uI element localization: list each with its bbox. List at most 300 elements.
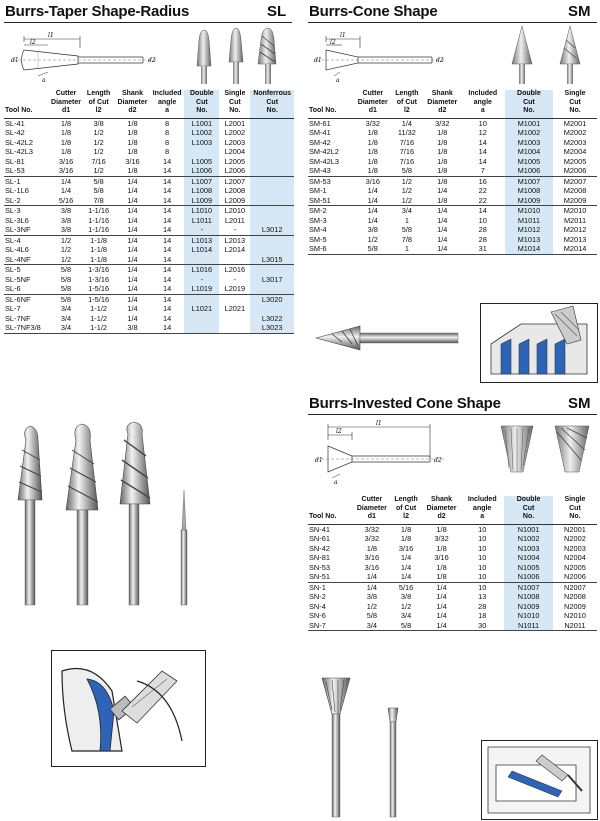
sl-cell: SL-6NF — [5, 294, 31, 304]
sl-cell — [250, 176, 294, 186]
sl-cell: SL-2 — [4, 196, 50, 206]
sn-cell: N2006 — [553, 572, 597, 582]
sm-cell: 1/8 — [437, 128, 448, 138]
sl-cell: 1-5/16 — [82, 284, 115, 294]
sl-cell: 1/4 — [127, 206, 138, 216]
sl-cell: L2013 — [224, 235, 246, 245]
sm-cell: M2009 — [553, 196, 597, 206]
sl-cell: 1-5/16 — [88, 294, 110, 304]
sl-header-cutter: Cutter Diameter d1 — [50, 90, 82, 118]
sl-cell — [250, 138, 294, 148]
sn-cell: 1/4 — [400, 562, 412, 572]
sl-cell: 5/8 — [60, 265, 72, 275]
sn-cell: 5/8 — [366, 611, 377, 621]
sm-cell: SM-42L2 — [309, 147, 339, 157]
sm-spec-table — [308, 90, 597, 255]
sm-header-length: Length of Cut l2 — [390, 90, 424, 118]
sl-cell: L1021 — [184, 304, 219, 314]
sl-cell: 5/8 — [60, 274, 72, 284]
sn-cell: N1002 — [504, 534, 553, 544]
sn-cell: 1/4 — [436, 601, 447, 611]
sl-cell: 3/4 — [60, 304, 72, 314]
sn-cell: 1/8 — [436, 562, 447, 572]
sm-cell: M2011 — [564, 215, 587, 225]
sl-cell: L1019 — [184, 284, 219, 294]
sm-cell: M1001 — [505, 118, 553, 128]
sm-cell: SM-4 — [309, 225, 327, 235]
sn-cell: SN-7 — [308, 621, 355, 631]
sl-cell: L1008 — [184, 186, 219, 196]
sn-cell: N1004 — [504, 553, 553, 563]
sl-cell: SL-7NF3/8 — [4, 323, 50, 333]
sn-table-row — [308, 524, 597, 534]
sn-cell: 3/4 — [400, 611, 412, 621]
sl-cell: L2007 — [224, 176, 246, 186]
sn-cell: N1011 — [504, 621, 553, 631]
sl-cell: SL-42 — [5, 128, 25, 138]
sm-cell: SM-3 — [309, 215, 327, 225]
sn-cell: N1010 — [504, 611, 553, 621]
sn-burr-photos-bottom — [318, 674, 418, 819]
sl-table-row — [4, 314, 294, 324]
sl-cell: 14 — [162, 176, 172, 186]
sl-cell: SL-3NF — [4, 225, 50, 235]
sl-cell: SL-3 — [5, 206, 21, 216]
sl-cell — [250, 235, 294, 245]
sl-cell: 1/4 — [127, 186, 138, 196]
sn-cell: 3/16 — [398, 543, 414, 553]
sn-label-l1: l1 — [376, 420, 382, 427]
sl-table-row — [4, 157, 294, 167]
sl-table-row — [4, 225, 294, 235]
sm-table-row — [308, 118, 597, 128]
sl-cell: 7/16 — [91, 156, 106, 166]
sm-cell: M2007 — [563, 176, 587, 186]
sl-cell: 1/8 — [60, 137, 72, 147]
sl-cell: 1/2 — [60, 245, 72, 255]
sn-cell: 3/32 — [434, 534, 449, 544]
sl-cell: 14 — [150, 255, 185, 265]
sl-cell: 3/8 — [115, 323, 150, 333]
sm-cell: M1014 — [505, 244, 553, 254]
sn-table-row — [308, 592, 597, 602]
sn-cell: 10 — [478, 582, 487, 592]
sl-label-l1: l1 — [48, 32, 54, 39]
sl-cell — [250, 245, 294, 255]
sn-cell: 1/4 — [436, 582, 447, 592]
sl-cell: 14 — [162, 304, 172, 314]
sl-cell: L1005 — [184, 157, 219, 167]
sl-cell: 14 — [162, 235, 172, 245]
sl-cell: 8 — [165, 147, 170, 157]
sl-table-row — [4, 166, 294, 176]
sl-cell: 1/4 — [127, 245, 138, 255]
sl-cell: 14 — [150, 225, 185, 235]
sm-cell: 1/4 — [437, 234, 448, 244]
sl-cell: 14 — [150, 166, 185, 176]
sm-cell: SM-6 — [308, 244, 355, 254]
sl-cell: 5/8 — [93, 176, 104, 186]
sm-cell: M1011 — [505, 216, 553, 226]
sm-cell: 1/8 — [367, 147, 378, 157]
sm-cell: 1 — [404, 215, 409, 225]
sn-header-single: Single Cut No. — [553, 496, 597, 524]
sl-cell: SL-4NF — [4, 255, 50, 265]
sl-cell: L1007 — [184, 176, 219, 186]
sm-table-row — [308, 166, 597, 176]
sm-cell: 14 — [478, 137, 487, 147]
sl-cell — [250, 118, 294, 128]
sn-cell: 10 — [478, 562, 487, 572]
sl-cell: 1/2 — [93, 147, 104, 157]
sl-cell: 14 — [162, 156, 172, 166]
sn-cell: N2005 — [564, 562, 586, 572]
sn-cell: N2010 — [564, 611, 586, 621]
sl-table-row — [4, 186, 294, 196]
sn-label-d1: d1 — [315, 457, 323, 464]
sm-cell: 1/8 — [437, 156, 448, 166]
sl-cell: L1013 — [184, 235, 219, 245]
sn-cell: 10 — [478, 553, 487, 563]
sl-cell: L2011 — [224, 215, 245, 225]
sn-cell: N1001 — [504, 524, 553, 534]
sm-table-row — [308, 138, 597, 148]
sn-cell: 1/4 — [436, 592, 447, 602]
sm-cell: M1009 — [505, 196, 553, 206]
sn-cell: 1/8 — [366, 543, 377, 553]
sl-burr-photos-large — [8, 420, 208, 610]
sl-cell: 14 — [162, 186, 172, 196]
sl-cell: 3/8 — [50, 225, 82, 235]
sl-cell — [219, 314, 250, 324]
sl-cell: 1/4 — [127, 176, 138, 186]
sl-cell: SL-4 — [5, 235, 21, 245]
sm-cell: M2003 — [563, 137, 587, 147]
sn-cell: N1008 — [504, 592, 553, 602]
sn-table-row — [308, 553, 597, 563]
sn-cell: 1/8 — [400, 534, 412, 544]
sm-header-shank: Shank Diameter d2 — [424, 90, 461, 118]
sm-cell: 1/4 — [367, 206, 378, 216]
sm-cell: 1/2 — [401, 176, 413, 186]
sn-header-angle: Included angle a — [460, 496, 504, 524]
sl-header-single: Single Cut No. — [219, 90, 250, 118]
sl-cell — [219, 294, 250, 304]
sl-cell: 1-3/16 — [88, 274, 110, 284]
sn-cell: 1/4 — [423, 621, 460, 631]
sl-cell: 3/8 — [93, 118, 104, 128]
sl-cell: 1/8 — [60, 118, 72, 128]
sl-cell: 1-1/16 — [82, 225, 115, 235]
sl-cell: L2021 — [224, 304, 246, 314]
sl-cell: 1-1/16 — [88, 215, 110, 225]
sn-cell: 10 — [478, 543, 487, 553]
sm-cell: 7 — [461, 166, 505, 176]
sm-cell: 1/4 — [437, 186, 448, 196]
sm-header-double: Double Cut No. — [505, 90, 553, 118]
sm-cell: SM-42L3 — [309, 156, 339, 166]
sm-cell: M2004 — [563, 147, 587, 157]
sm-label-d1: d1 — [314, 57, 322, 64]
sm-cell: M2002 — [563, 128, 587, 138]
sl-cell: 3/8 — [60, 206, 72, 216]
sn-cell: N2008 — [564, 592, 586, 602]
sm-table-row — [308, 206, 597, 216]
sl-cell: 14 — [162, 245, 172, 255]
sm-cell: M1010 — [505, 206, 553, 216]
sl-cell: 1/8 — [127, 137, 138, 147]
sl-cell: SL-81 — [5, 156, 25, 166]
sl-cell: 3/16 — [125, 156, 140, 166]
sn-cell: N1003 — [504, 544, 553, 554]
sl-cell: 1/2 — [93, 128, 104, 138]
sl-cell: 3/16 — [58, 156, 74, 166]
sn-header-length: Length of Cut l2 — [389, 496, 423, 524]
sl-cell: 1-1/2 — [90, 304, 108, 314]
sl-cell: 1/8 — [127, 147, 138, 157]
sm-label-l2: l2 — [330, 39, 336, 46]
sn-header-shank: Shank Diameter d2 — [423, 496, 460, 524]
sm-table-row — [308, 244, 597, 254]
sn-cell: 18 — [478, 611, 487, 621]
sm-cell: M1002 — [505, 128, 553, 138]
sn-cell: N2007 — [564, 582, 586, 592]
sl-cell: L2004 — [224, 147, 246, 157]
sn-table-row — [308, 582, 597, 592]
sl-table-row — [4, 304, 294, 314]
sn-cell: SN-53 — [309, 562, 330, 572]
sl-cell: SL-6 — [4, 284, 50, 294]
sl-cell — [250, 186, 294, 196]
sn-cell: SN-51 — [308, 572, 355, 582]
sm-dimension-diagram — [312, 28, 452, 84]
sl-header-tool: Tool No. — [4, 90, 50, 118]
sm-cell: M2008 — [563, 186, 587, 196]
sn-spec-table — [308, 496, 597, 631]
sm-cell: 7/8 — [401, 234, 413, 244]
sn-header-tool: Tool No. — [308, 496, 355, 524]
sm-cell: M1006 — [505, 166, 553, 176]
sn-cell: 3/32 — [364, 524, 380, 534]
sl-cell: L2009 — [219, 196, 250, 206]
sm-cell: M2005 — [563, 156, 587, 166]
sm-cell: 5/8 — [401, 225, 413, 235]
sl-table-row — [4, 323, 294, 333]
sn-cell: N1007 — [504, 582, 553, 592]
sl-table-row — [4, 176, 294, 186]
sl-cell — [250, 196, 294, 206]
sn-table-body — [308, 524, 597, 631]
sm-table-row — [308, 196, 597, 206]
sl-cell: 1/4 — [115, 225, 150, 235]
sm-cell: 1/8 — [437, 176, 448, 186]
sm-cell: 3/32 — [365, 118, 380, 128]
sl-cell: L2019 — [219, 284, 250, 294]
sl-cell: 1/4 — [127, 294, 138, 304]
sl-cell: L2008 — [224, 186, 246, 196]
sn-cell: 1/8 — [423, 572, 460, 582]
sl-cell: L2016 — [224, 265, 246, 275]
sl-table-row — [4, 235, 294, 245]
sm-title-rule — [308, 22, 597, 23]
sn-cell: SN-41 — [309, 524, 330, 534]
sl-cell: 14 — [150, 323, 185, 333]
sl-cell: 8 — [165, 137, 170, 147]
sn-dimension-diagram — [312, 418, 452, 488]
sm-cell: 1/8 — [367, 156, 378, 166]
sm-header-cutter: Cutter Diameter d1 — [355, 90, 390, 118]
sn-cell: 1/4 — [366, 582, 377, 592]
sl-cell — [219, 255, 250, 265]
sl-table-row — [4, 255, 294, 265]
sl-cell: SL-42L3 — [5, 147, 33, 157]
sl-cell: L2014 — [224, 245, 246, 255]
sl-cell: 3/4 — [50, 323, 82, 333]
sn-cell: N1006 — [504, 572, 553, 582]
sm-cell: 31 — [461, 244, 505, 254]
sn-cell: 1/8 — [436, 543, 447, 553]
sm-cell: M2010 — [563, 206, 587, 216]
sl-cell: 14 — [150, 284, 185, 294]
sl-cell: 3/4 — [60, 313, 72, 323]
sl-cell: 3/16 — [50, 166, 82, 176]
sm-table-body — [308, 118, 597, 254]
sm-cell: 1/2 — [367, 234, 378, 244]
sm-cell: SM-51 — [308, 196, 355, 206]
sn-cell: 3/4 — [355, 621, 390, 631]
sl-cell: L1002 — [184, 128, 219, 138]
sl-cell: SL-5 — [5, 265, 21, 275]
sl-application-illustration — [51, 650, 206, 767]
sl-burr-photos-top — [190, 26, 290, 86]
sm-cell: 1/4 — [437, 215, 448, 225]
sl-cell: L3017 — [250, 275, 294, 285]
sl-header-length: Length of Cut l2 — [82, 90, 115, 118]
sm-cell: 22 — [478, 186, 487, 196]
sl-cell: 1-1/8 — [90, 245, 108, 255]
sm-cell: SM-43 — [308, 166, 355, 176]
sn-cell: N2003 — [564, 543, 586, 553]
sl-cell: 1/4 — [127, 265, 138, 275]
sl-cell: L2001 — [224, 118, 246, 128]
sl-cell: 5/8 — [50, 284, 82, 294]
sn-table-row — [308, 611, 597, 621]
sm-cell: SM-2 — [309, 206, 327, 216]
sm-table-row — [308, 128, 597, 138]
sn-cell: 3/8 — [400, 592, 412, 602]
sm-cell: 1/4 — [437, 225, 448, 235]
sl-cell: SL-1 — [5, 176, 21, 186]
sl-table-row — [4, 196, 294, 206]
sm-cell: 5/8 — [390, 166, 424, 176]
sl-cell: 1/4 — [127, 313, 138, 323]
sm-cell: 1/4 — [424, 244, 461, 254]
sl-cell: L3022 — [250, 314, 294, 324]
sl-cell: 14 — [162, 294, 172, 304]
sm-cell: 1/2 — [390, 196, 424, 206]
sn-cell: 3/16 — [364, 553, 380, 563]
sl-cell: 14 — [162, 215, 172, 225]
sm-cell: 1/8 — [424, 166, 461, 176]
sm-cell: 1/8 — [367, 128, 378, 138]
sl-cell: 5/8 — [60, 294, 72, 304]
sn-cell: 10 — [460, 572, 504, 582]
sl-cell — [250, 128, 294, 138]
sl-cell — [250, 206, 294, 216]
sl-cell: 7/8 — [82, 196, 115, 206]
sm-table-row — [308, 216, 597, 226]
sm-cell: M1013 — [505, 235, 553, 245]
sl-header-nonferrous: Nonferrous Cut No. — [250, 90, 294, 118]
sm-cell: M1004 — [505, 147, 553, 157]
sm-cell: SM-53 — [309, 176, 331, 186]
sl-cell: L1014 — [184, 245, 219, 255]
sl-cell: - — [184, 225, 219, 235]
sm-code: SM — [568, 3, 591, 20]
sl-cell — [250, 216, 294, 226]
sn-label-d2: d2 — [434, 457, 442, 464]
sn-header-cutter: Cutter Diameter d1 — [355, 496, 390, 524]
sl-cell: SL-41 — [5, 118, 25, 128]
sn-cell: N2002 — [564, 534, 586, 544]
sn-cell: SN-81 — [309, 553, 330, 563]
sl-label-d2: d2 — [148, 57, 156, 64]
sn-cell: 1/4 — [436, 611, 447, 621]
sl-cell: 14 — [150, 196, 185, 206]
sl-table-row — [4, 245, 294, 255]
sm-cell: 1/8 — [355, 166, 390, 176]
sn-cell: 3/16 — [434, 553, 449, 563]
sm-cell: 10 — [478, 215, 487, 225]
sl-label-d1: d1 — [11, 57, 19, 64]
sl-cell: 5/8 — [93, 186, 104, 196]
sl-cell — [250, 265, 294, 275]
sn-burr-photos-top — [495, 420, 597, 482]
sn-label-a: a — [334, 479, 338, 486]
sl-cell: 1/4 — [60, 176, 72, 186]
sl-cell: - — [233, 274, 237, 284]
sl-spec-table — [4, 90, 294, 334]
sl-cell: 1/4 — [115, 255, 150, 265]
sl-cell: 1/4 — [127, 235, 138, 245]
sl-cell: - — [184, 275, 219, 285]
sm-cell: M2013 — [563, 234, 587, 244]
sl-title-rule — [4, 22, 292, 23]
sn-cell: 1/4 — [389, 572, 423, 582]
sm-cell: 14 — [478, 156, 487, 166]
sn-cell: N1005 — [504, 563, 553, 573]
sn-cell: SN-2 — [309, 592, 326, 602]
sl-dimension-diagram — [8, 28, 178, 84]
sn-title: Burrs-Invested Cone Shape — [309, 395, 501, 412]
sn-cell: 13 — [478, 592, 487, 602]
sn-cell: 1/4 — [355, 572, 390, 582]
sn-cell: N2011 — [553, 621, 597, 631]
sm-cell: 7/16 — [399, 137, 415, 147]
sl-code: SL — [267, 3, 287, 20]
sn-table-row — [308, 621, 597, 631]
sm-cell: 1/4 — [437, 206, 448, 216]
sl-cell: - — [219, 225, 250, 235]
sl-label-l2: l2 — [30, 39, 36, 46]
sl-cell: L3015 — [250, 255, 294, 265]
sm-cell: 1/8 — [437, 147, 448, 157]
sm-cell: 1/4 — [355, 196, 390, 206]
sn-table-row — [308, 534, 597, 544]
sl-cell: L2005 — [224, 156, 246, 166]
sl-cell — [219, 323, 250, 333]
sm-table-row — [308, 186, 597, 196]
